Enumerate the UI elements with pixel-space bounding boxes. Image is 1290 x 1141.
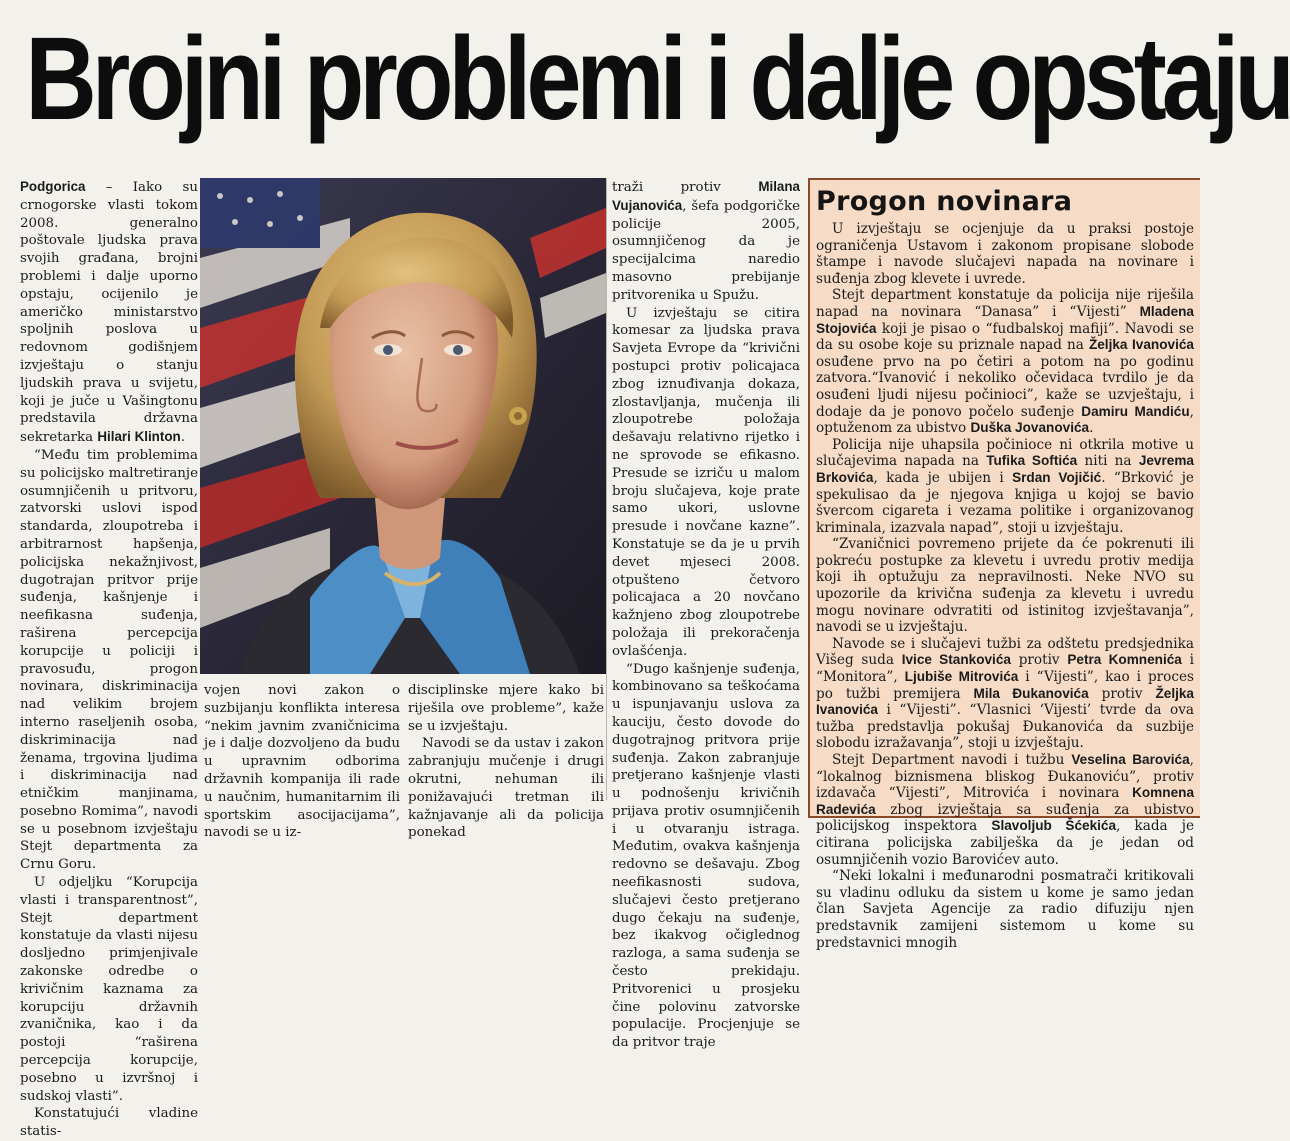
bold-name: Mila Đukanovića	[973, 685, 1089, 701]
bold-name: Željka Ivanovića	[1088, 337, 1194, 353]
column-1-paragraph: U odjeljku “Korupcija vlasti i transparentnost”, Stejt department konstatuje da vlasti nijesu dosljedno primjenjivale zakonske odredbe o krivičnim kaznama za korupciju državnih zvaničnika, kao i da postoji “raširena percepcija korupcije, posebno u izvršnoj i sudskoj vlasti”.	[20, 875, 198, 1104]
column-1-paragraph: Konstatujući vladine statis-	[20, 1106, 198, 1140]
bold-name: Milana Vujanovića	[612, 179, 800, 213]
column-rule	[606, 178, 607, 800]
column-1-paragraph: Podgorica – Iako su crnogorske vlasti tokom 2008. generalno poštovale ljudska prava svojih građana, brojni problemi i dalje uporno opstaju, ocijenilo je američko ministarstvo spoljnih poslova u redovnom godišnjem izvještaju o stanju ljudskih prava u svijetu, koji je juče u Vašingtonu predstavila državna sekretarka Hilari Klinton.	[20, 179, 198, 446]
column-1-paragraph: “Među tim problemima su policijsko maltretiranje osumnjičenih u pritvoru, zatvorski uslovi ispod standarda, zloupotreba i arbitrarnost hapšenja, policijska nekažnjivost, dugotrajan pritvor prije suđenja, kašnjenje i neefikasna suđenja, raširena percepcija korupcije u policiji i pravosuđu, progon novinara, diskriminacija nad velikim brojem interno raseljenih osoba, diskriminacija nad ženama, trgovina ljudima i diskriminacija nad etničkim manjinama, posebno Romima”, navodi se u posebnom izvještaju Stejt departmenta za Crnu Goru.	[20, 447, 198, 873]
column-4-paragraph: U izvještaju se citira komesar za ljudska prava Savjeta Evrope da “krivični postupci protiv policajaca zbog iznuđivanja dokaza, zlostavljanja, mučenja ili zloupotrebe položaja dešavaju relativno rijetko i ne sprovode se efikasno. Presude se izriču u malom broju slučajeva, koje prate samo ukori, uslovne presude i novčane kazne”. Konstatuje se da je u prvih devet mjeseci 2008. otpušteno četvoro policajaca a 20 novčano kažnjeno zbog zloupotrebe položaja ili prekoračenja ovlašćenja.	[612, 305, 800, 659]
sidebar-box	[808, 178, 1200, 951]
sidebar-paragraph: Stejt department konstatuje da policija nije riješila napad na novinara “Danasa” i “Vijesti” Mladena Stojovića koji je pisao o “fudbalskoj mafiji”. Navodi se da su osobe koje su priznale napad na Željka Ivanovića osuđene prvo na po četiri a potom na po godinu zatvora.“Ivanović i nekoliko očevidaca tvrdilo je da osuđeni ljudi nijesu počinioci”, kaže se uzvještaju, i dodaje da je ponovo počelo suđenje Damiru Mandiću, optuženom za ubistvo Duška Jovanovića.	[816, 287, 1194, 437]
sidebar-paragraph: “Zvaničnici povremeno prijete da će pokrenuti ili pokreću postupke za klevetu i uvredu protiv medija koji ih optužuju za nepravilnosti. Neke NVO su upozorile da krivična suđenja za klevetu i uvredu mogu novinare odvratiti od istinitog izvještavanja”, navodi se u izvještaju.	[816, 536, 1194, 636]
sidebar-paragraph: Policija nije uhapsila počinioce ni otkrila motive u slučajevima napada na Tufika Softića niti na Jevrema Brkovića, kada je ubijen i Srdan Vojičić. “Brković je spekulisao da je njegova knjiga u kojoj se bavio švercom cigareta i vezama politike i organizovanog kriminala, izazvala napad”, stoji u izvještaju.	[816, 436, 1194, 536]
column-3-paragraph: disciplinske mjere kako bi riješila ove probleme”, kaže se u izvještaju.	[408, 683, 604, 734]
article-column-1	[20, 178, 198, 1140]
article-column-3	[408, 682, 604, 841]
bold-name: Slavoljub Šćekića	[991, 818, 1117, 834]
portrait-photo	[200, 178, 606, 674]
sidebar-paragraph: “Neki lokalni i međunarodni posmatrači kritikovali su vladinu odluku da sistem u kome je samo jedan član Savjeta Agencije za radio difuziju njen predstavnik zamijeni sistemom u kome su predstavnici mnogih	[816, 868, 1194, 951]
headline: Brojni problemi i dalje opstaju	[25, 13, 1290, 145]
bold-name: Damiru Mandiću	[1081, 403, 1190, 419]
sidebar-paragraph: Navode se i slučajevi tužbi za odštetu predsjednika Višeg suda Ivice Stankovića protiv Petra Komnenića i “Monitora”, Ljubiše Mitrovića i “Vijesti”, kao i proces po tužbi premijera Mila Đukanovića protiv Željka Ivanovića i “Vijesti”. “Vlasnici ‘Vijesti’ tvrde da ova tužba predstavlja pokušaj Đukanovića da suzbije slobodu izražavanja”, stoji u izvještaju.	[816, 635, 1194, 752]
bold-name: Željka Ivanovića	[816, 685, 1194, 718]
bold-name: Jevrema Brkovića	[816, 453, 1194, 485]
bold-name: Veselina Barovića	[1071, 752, 1190, 767]
column-3-paragraph: Navodi se da ustav i zakon zabranjuju mučenje i drugi okrutni, nehuman ili ponižavajući tretman ili kažnjavanje ali da policija ponekad	[408, 736, 604, 841]
bold-name: Ljubiše Mitrovića	[904, 669, 1019, 685]
sidebar-title: Progon novinara	[816, 186, 1073, 217]
bold-name: Duška Jovanovića	[970, 420, 1090, 436]
column-4-paragraph: traži protiv Milana Vujanovića, šefa podgoričke policije 2005, osumnjičenog da je specijalcima naredio masovno prebijanje pritvorenika u Spužu.	[612, 179, 800, 303]
column-4-paragraph: “Dugo kašnjenje suđenja, kombinovano sa teškoćama u ispunjavanju uslova za kauciju, često dovode do dugotrajnog pritvora prije suđenja. Zakon zabranjuje pretjerano kašnjenje vlasti u podnošenju krivičnih prijava protiv osumnjičenih i u otvaranju istraga. Međutim, ovakva kašnjenja redovno se dešavaju. Zbog neefikasnosti sudova, slučajevi često pretjerano dugo čekaju na suđenje, bez ikakvog očiglednog razloga, a sama suđenja se često prekidaju. Pritvorenici u prosjeku čine polovinu zatvorske populacije. Procjenjuje se da pritvor traje	[612, 661, 800, 1051]
sidebar-paragraph: U izvještaju se ocjenjuje da u praksi postoje ograničenja Ustavom i zakonom propisane slobode štampe i navode slučajevi napada na novinare i suđenja zbog klevete i uvrede.	[816, 221, 1194, 287]
bold-name: Komnena Radevića	[816, 785, 1194, 817]
bold-name: Petra Komnenića	[1067, 652, 1182, 668]
bold-name: Podgorica	[20, 179, 86, 194]
bold-name: Mladena Stojovića	[816, 303, 1194, 336]
sidebar-text	[810, 217, 1200, 951]
bold-name: Hilari Klinton	[97, 429, 181, 445]
bold-name: Ivice Stankovića	[901, 652, 1011, 668]
bold-name: Tufika Softića	[986, 453, 1078, 469]
article-column-4	[612, 178, 800, 1051]
article-column-2	[204, 682, 400, 841]
bold-name: Srdan Vojičić	[1012, 469, 1102, 485]
sidebar-paragraph: Stejt Department navodi i tužbu Veselina Barovića, “lokalnog biznismena bliskog Đukanoviću”, protiv izdavača “Vijesti”, Mitrovića i novinara Komnena Radevića zbog izvještaja sa suđenja za ubistvo policijskog inspektora Slavoljub Šćekića, kada je citirana policijska zabilješka da je jedan od osumnjičenih vozio Barovićev auto.	[816, 752, 1194, 868]
article-photo	[200, 178, 606, 674]
column-2-text: vojen novi zakon o suzbijanju konflikta interesa “nekim javnim zvaničnicima je i dalje dozvoljeno da budu u upravnim odborima državnih kompanija ili rade u naučnim, humanitarnim ili sportskim asocijacijama”, navodi se u iz-	[204, 683, 400, 841]
